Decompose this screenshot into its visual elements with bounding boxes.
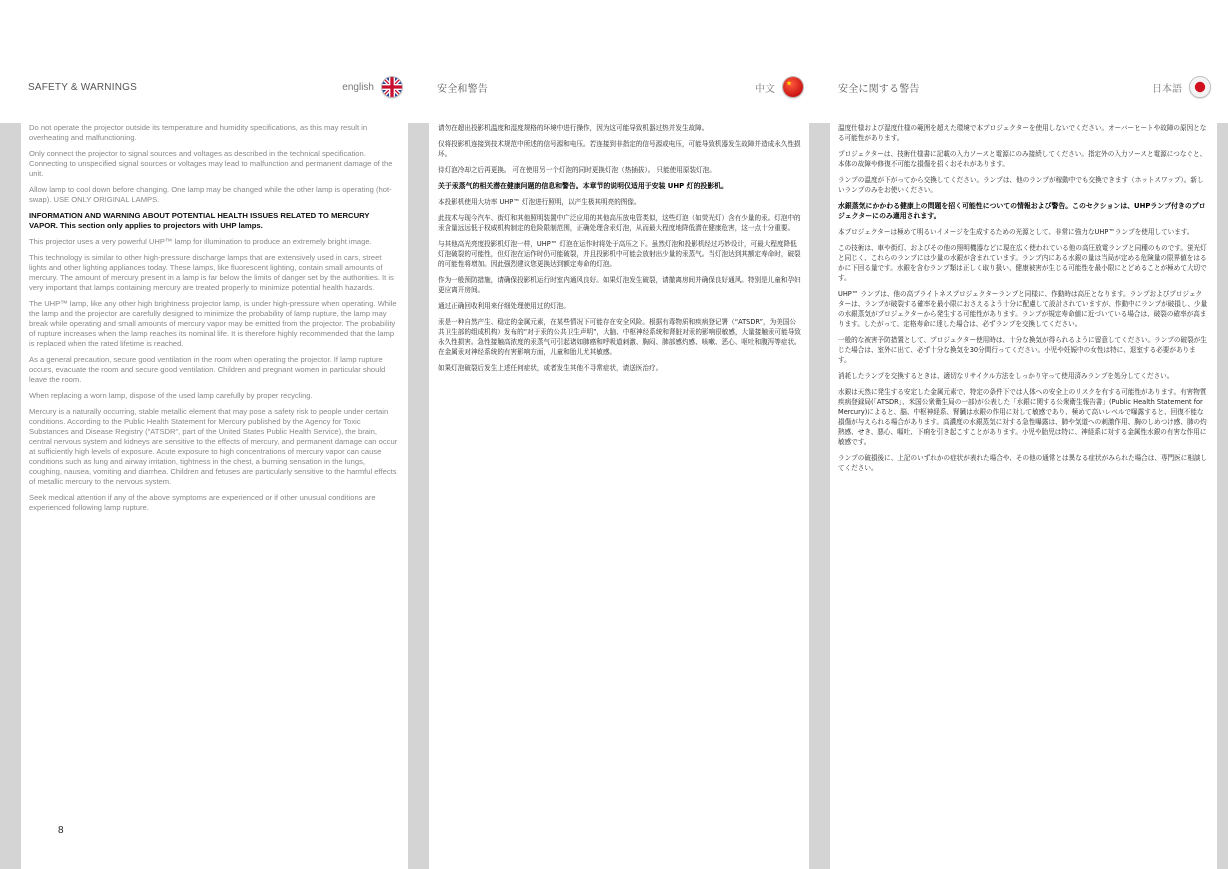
text-column-zh (429, 123, 809, 869)
paragraph-en-8: As a general precaution, secure good ventilation in the room when operating the projector. If lamp rupture occurs, evacuate the room and secure good ventilation. Children and pregnant women in particular should leave the room. (29, 355, 386, 384)
heading-ja-4: 水銀蒸気にかかわる健康上の問題を招く可能性についての情報および警告。このセクションは、UHPランプ付きのプロジェクターにのみ適用されます。 (838, 202, 1206, 220)
paragraph-ja-5: 本プロジェクターは極めて明るいイメージを生成するための光源として、非常に強力なUHP™ランプを使用しています。 (838, 228, 1194, 236)
paragraph-zh-9: 通过正确回收利用来仔细处理使用过的灯泡。 (438, 302, 570, 310)
paragraph-en-7: The UHP™ lamp, like any other high brightness projector lamp, is under high-pressure when operating. While the lamp and the projector are carefully designed to minimize the probability of lamp rupture, the lamp may break while operating and small amounts of mercury vapor may be emitted from the projector. The probability of rupture increases when the lamp reaches its nominal life. It is therefore highly recommended that the lamp is replaced when the rated lifetime is reached. (29, 299, 397, 348)
paragraph-zh-7: 与其他高光亮度投影机灯泡一样，UHP™ 灯泡在运作时将处于高压之下。虽然灯泡和投影机经过巧妙设计，可最大程度降低灯泡破裂的可能性，但灯泡在运作时仍可能破裂，并且投影机中可能会放射出少量的汞蒸气。当灯泡达到其额定寿命时，破裂的可能性将增加。因此强烈建议您更换达到额定寿命的灯泡。 (438, 240, 801, 268)
japan-flag-icon (1190, 77, 1210, 97)
paragraph-zh-3: 待灯泡冷却之后再更换。 可在使用另一个灯泡的同时更换灯泡（热插拔）。 只能使用原装灯泡。 (438, 166, 716, 174)
language-label-en: english (342, 81, 374, 93)
column-body-ja (838, 123, 1208, 473)
paragraph-ja-3: ランプの温度が下がってから交換してください。ランプは、他のランプが稼動中でも交換できます（ホットスワップ）。新しいランプのみをお使いください。 (838, 176, 1204, 194)
column-header-zh (437, 78, 803, 96)
paragraph-zh-2: 仅将投影机连接到技术规范中所述的信号源和电压。若连接到非指定的信号源或电压，可能导致机器发生故障并造成永久性损坏。 (438, 140, 801, 158)
column-header-en (28, 78, 402, 96)
gutter-left (0, 123, 21, 869)
paragraph-ja-7: UHP™ ランプは、他の高ブライトネスプロジェクターランプと同様に、作動時は高圧となります。ランプおよびプロジェクターは、ランプが破裂する確率を最小限におさえるよう十分に配慮して設計されていますが、作動中にランプが破損し、少量の水銀蒸気がプロジェクターから発生する可能性があります。ランプが規定寿命値に近づいている場合は、破裂の確率が高まります。したがって、定格寿命に達した場合は、必ずランプを交換してください。 (838, 290, 1208, 328)
paragraph-ja-11: ランプの破損後に、上記のいずれかの症状が表れた場合や、その他の通常とは異なる症状がみられた場合は、専門医に相談してください。 (838, 454, 1208, 472)
paragraph-zh-11: 如果灯泡破裂后发生上述任何症状，或者发生其他不寻常症状，请送医治疗。 (438, 364, 663, 372)
paragraph-ja-10: 水銀は天然に発生する安定した金属元素で、特定の条件下では人体への安全上のリスクを有する可能性があります。有害物質疾病登録局(「ATSDR」、米国公衆衛生局の一部)が公表した「水銀に関する公衆衛生報告書」(Public Health Statement for Mercury)によると、脳、中枢神経系、腎臓は水銀の作用に対して敏感であり、極めて高いレベルで曝露すると、回復不能な損傷が与えられる場合があります。高濃度の水銀蒸気に対する急性曝露は、肺や気道への刺激作用、胸のしめつけ感、肺の灼熱感、せき、悪心、嘔吐、下痢を引き起こすことがあります。小児や胎児は特に、神経系に対する金属性水銀の有害な作用に敏感です。 (838, 388, 1207, 446)
language-label-ja: 日本語 (1152, 83, 1182, 95)
page-header-area (0, 0, 1228, 123)
paragraph-en-6: This technology is similar to other high-pressure discharge lamps that are extensively used in cars, street lights and other lighting appliances today. These lamps, like fluorescent lighting, contain small amounts of mercury. The amount of mercury present in a lamp is far below the limits of danger set by the authorities. It is very important that lamps containing mercury are treated properly to minimize potential health hazards. (29, 253, 394, 292)
page-number: 8 (58, 825, 64, 836)
text-column-en (21, 123, 408, 869)
paragraph-en-9: When replacing a worn lamp, dispose of the used lamp carefully by proper recycling. (29, 391, 313, 400)
paragraph-en-2: Only connect the projector to signal sources and voltages as described in the technical specification. Connecting to unspecified signal sources or voltages may lead to malfunction and permanent damage of the unit. (29, 149, 393, 178)
gutter-1 (408, 123, 429, 869)
paragraph-zh-8: 作为一般预防措施，请确保投影机运行时室内通风良好。如果灯泡发生破裂，请撤离房间并确保良好通风。特别是儿童和孕妇更应离开房间。 (438, 276, 801, 294)
section-title-en: SAFETY & WARNINGS (28, 81, 137, 93)
paragraph-en-11: Seek medical attention if any of the above symptoms are experienced or if other unusual conditions are experienced following lamp rupture. (29, 493, 376, 512)
paragraph-ja-9: 消耗したランプを交換するときは、適切なリサイクル方法をしっかり守って使用済みランプを処分してください。 (838, 372, 1174, 380)
section-title-ja: 安全に関する警告 (838, 83, 920, 95)
paragraph-ja-6: この技術は、車や街灯、およびその他の照明機器などに現在広く使われている他の高圧放電ランプと同種のものです。蛍光灯と同じく、これらのランプには少量の水銀が含まれています。ランプ内にある水銀の量は当局が定める危険量の限界値をはるかに下回る量です。水銀を含むランプ類は正しく取り扱い、健康被害が生じる可能性を最小限にとどめることが極めて大切です。 (838, 244, 1207, 282)
gutter-2 (809, 123, 830, 869)
paragraph-ja-8: 一般的な被害予防措置として、プロジェクター使用時は、十分な換気が得られるように留意してください。ランプの破裂が生じた場合は、室外に出て、必ず十分な換気を30分間行ってください。小児や妊娠中の女性は特に、退室する必要があります。 (838, 336, 1207, 364)
paragraph-ja-2: プロジェクターは、技術仕様書に記載の入力ソースと電源にのみ接続してください。指定外の入力ソースと電源につなぐと、本体の故障や修復不可能な損傷を招くおそれがあります。 (838, 150, 1207, 168)
paragraph-en-5: This projector uses a very powerful UHP™ lamp for illumination to produce an extremely bright image. (29, 237, 372, 246)
paragraph-en-10: Mercury is a naturally occurring, stable metallic element that may pose a safety risk to people under certain conditions. According to the Public Health Statement for Mercury published by the Agency for Toxic Substances and Disease Registry ("ATSDR", part of the United States Public Health Service), the brain, central nervous system and kidneys are sensitive to the effects of mercury, and permanent damage can occur at sufficiently high levels of exposure. Acute exposure to high concentrations of mercury vapor can cause conditions such as lung and airway irritation, tightness in the chest, a burning sensation in the lungs, coughing, nausea, vomiting and diarrhea. Children and fetuses are particularly sensitive to the harmful effects of metallic mercury to the nervous system. (29, 407, 398, 486)
column-header-ja (838, 78, 1210, 96)
paragraph-zh-1: 请勿在超出投影机温度和湿度规格的环境中进行操作，因为这可能导致机器过热并发生故障。 (438, 124, 709, 132)
heading-en-4: INFORMATION AND WARNING ABOUT POTENTIAL HEALTH ISSUES RELATED TO MERCURY VAPOR. This section only applies to projectors with UHP lamps. (29, 211, 370, 230)
column-body-en (29, 123, 399, 513)
language-label-zh: 中文 (755, 83, 775, 95)
paragraph-en-1: Do not operate the projector outside its temperature and humidity specifications, as this may result in overheating and malfunctioning. (29, 123, 368, 142)
gutter-right (1217, 123, 1228, 869)
heading-zh-4: 关于汞蒸气的相关潜在健康问题的信息和警告。本章节的说明仅适用于安装 UHP 灯的投影机。 (438, 182, 728, 190)
china-flag-icon (783, 77, 803, 97)
section-title-zh: 安全和警告 (437, 83, 488, 95)
paragraph-zh-5: 本投影机使用大功率 UHP™ 灯泡进行照明，以产生极其明亮的图像。 (438, 198, 641, 206)
text-column-ja (830, 123, 1217, 869)
uk-flag-icon (382, 77, 402, 97)
paragraph-ja-1: 温度仕様および湿度仕様の範囲を超えた環境で本プロジェクターを使用しないでください。オーバーヒートや故障の原因となる可能性があります。 (838, 124, 1207, 142)
column-body-zh (438, 123, 801, 373)
paragraph-en-3: Allow lamp to cool down before changing. One lamp may be changed while the other lamp is operating (hot-swap). USE ONLY ORIGINAL LAMPS. (29, 185, 392, 204)
paragraph-zh-6: 此技术与现今汽车、街灯和其他照明装置中广泛应用的其他高压放电管类似，这些灯泡（如荧光灯）含有少量的汞。灯泡中的汞含量远远低于权威机构制定的危险限制范围，正确处理含汞灯泡，从而最大程度地降低潜在健康危害，这一点十分重要。 (438, 214, 801, 232)
paragraph-zh-10: 汞是一种自然产生、稳定的金属元素，在某些情况下可能存在安全风险。根据有毒物质和疾病登记署（“ATSDR”，为美国公共卫生部的组成机构）发布的“对于汞的公共卫生声明”，大脑、中枢神经系统和肾脏对汞的影响很敏感，大量接触汞可能导致永久性损害。急性接触高浓度的汞蒸气可引起诸如肺癌和呼吸道刺激、胸闷、肺部感灼感、咳嗽、恶心、呕吐和腹泻等症状。在金属汞对神经系统的有害影响方面，儿童和胎儿尤其敏感。 (438, 318, 801, 356)
